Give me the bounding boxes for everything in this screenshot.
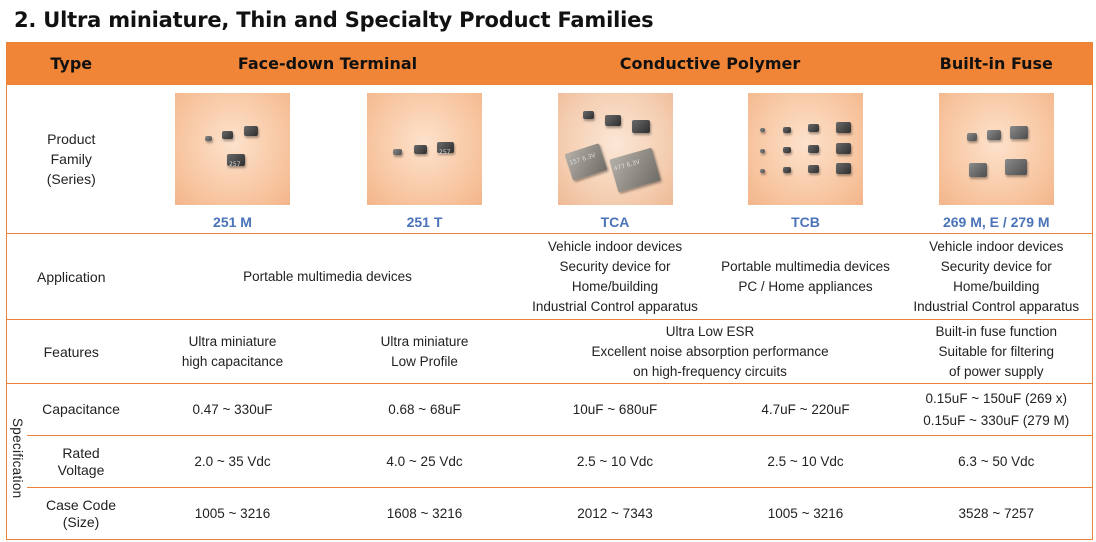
series-name-tca: TCA	[600, 214, 630, 230]
text-line: Suitable for filtering	[938, 343, 1055, 359]
label-line: Case Code	[45, 496, 117, 513]
product-269m	[901, 85, 1093, 234]
series-name-tcb: TCB	[791, 214, 820, 230]
text-line: Ultra Low ESR	[665, 323, 755, 339]
product-image-tca: 157 6.3V 477 6.3V	[558, 93, 673, 205]
product-tcb	[711, 85, 901, 234]
voltage-tcb: 2.5 ~ 10 Vdc	[767, 453, 844, 469]
product-image-251m: 257	[175, 93, 290, 205]
specification-label	[7, 384, 27, 540]
application-tcb	[711, 234, 901, 320]
product-251m	[136, 85, 330, 234]
text-line: Ultra miniature	[380, 333, 469, 349]
case-code-label	[27, 488, 136, 540]
text-line: high capacitance	[181, 353, 284, 369]
case-251t: 1608 ~ 3216	[386, 505, 463, 521]
product-image-251t: 257	[367, 93, 482, 205]
rated-voltage-row	[7, 436, 1093, 488]
product-family-row	[7, 85, 1093, 234]
capacitance-251m: 0.47 ~ 330uF	[192, 401, 273, 417]
features-fuse	[901, 320, 1093, 384]
text-line: of power supply	[948, 363, 1044, 379]
capacitance-row	[7, 384, 1093, 436]
series-name-269m: 269 M, E / 279 M	[942, 214, 1050, 230]
label-line: Product	[47, 131, 96, 147]
rated-voltage-label	[27, 436, 136, 488]
case-fuse: 3528 ~ 7257	[958, 505, 1034, 521]
case-code-row	[7, 488, 1093, 540]
label-line: Rated	[62, 444, 100, 461]
capacitance-label: Capacitance	[42, 401, 120, 417]
text-line: Industrial Control apparatus	[913, 298, 1080, 314]
capacitance-tcb: 4.7uF ~ 220uF	[761, 401, 850, 417]
text-line: Home/building	[953, 278, 1040, 294]
text-line: 0.15uF ~ 330uF (279 M)	[923, 412, 1070, 428]
voltage-fuse: 6.3 ~ 50 Vdc	[958, 453, 1035, 469]
text-line: Security device for	[940, 258, 1052, 274]
voltage-251t: 4.0 ~ 25 Vdc	[386, 453, 463, 469]
text-line: Portable multimedia devices	[721, 258, 890, 274]
case-tcb: 1005 ~ 3216	[767, 505, 844, 521]
text-line: Low Profile	[391, 353, 458, 369]
text-line: PC / Home appliances	[738, 278, 873, 294]
text-line: Excellent noise absorption performance	[591, 343, 829, 359]
product-251t	[330, 85, 520, 234]
application-label: Application	[37, 268, 106, 285]
series-name-251m: 251 M	[213, 214, 252, 230]
application-tca	[520, 234, 711, 320]
series-name-251t: 251 T	[406, 214, 443, 230]
product-family-table	[6, 42, 1093, 540]
text-line: Industrial Control apparatus	[532, 298, 698, 314]
features-label: Features	[43, 343, 99, 360]
header-row	[7, 43, 1093, 85]
application-row	[7, 234, 1093, 320]
header-type: Type	[50, 54, 93, 73]
label-line: (Size)	[62, 513, 100, 530]
features-251t	[330, 320, 520, 384]
application-face-down: Portable multimedia devices	[243, 268, 412, 284]
features-polymer	[520, 320, 901, 384]
text-line: 0.15uF ~ 150uF (269 x)	[925, 390, 1067, 406]
product-tca	[520, 85, 711, 234]
features-251m	[136, 320, 330, 384]
text-line: Security device for	[559, 258, 671, 274]
text-line: on high-frequency circuits	[633, 363, 787, 379]
capacitance-tca: 10uF ~ 680uF	[572, 401, 658, 417]
header-conductive-polymer: Conductive Polymer	[619, 54, 801, 73]
product-image-tcb	[748, 93, 863, 205]
voltage-251m: 2.0 ~ 35 Vdc	[194, 453, 271, 469]
application-fuse	[901, 234, 1093, 320]
capacitance-251t: 0.68 ~ 68uF	[388, 401, 461, 417]
capacitance-fuse	[901, 384, 1093, 436]
product-family-label	[7, 85, 136, 234]
case-tca: 2012 ~ 7343	[577, 505, 653, 521]
product-image-269m	[939, 93, 1054, 205]
specification-text: Specification	[10, 418, 25, 499]
text-line: Ultra miniature	[188, 333, 277, 349]
header-face-down-terminal: Face-down Terminal	[237, 54, 418, 73]
text-line: Built-in fuse function	[935, 323, 1058, 339]
label-line: (Series)	[46, 171, 96, 187]
text-line: Home/building	[571, 278, 659, 294]
text-line: Vehicle indoor devices	[929, 238, 1064, 254]
header-built-in-fuse: Built-in Fuse	[939, 54, 1053, 73]
voltage-tca: 2.5 ~ 10 Vdc	[576, 453, 654, 469]
case-251m: 1005 ~ 3216	[194, 505, 271, 521]
features-row	[7, 320, 1093, 384]
page-title: 2. Ultra miniature, Thin and Specialty Product Families	[14, 8, 654, 32]
label-line: Voltage	[57, 461, 105, 478]
label-line: Family	[50, 151, 92, 167]
text-line: Vehicle indoor devices	[547, 238, 683, 254]
